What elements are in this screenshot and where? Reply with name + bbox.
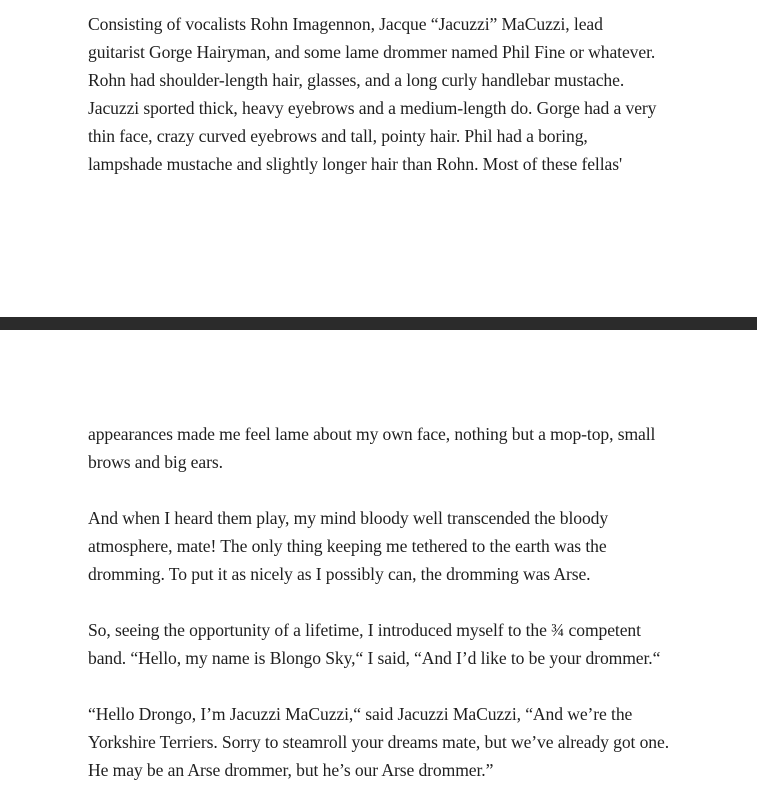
- page-top: [0, 0, 757, 317]
- text-line: Yorkshire Terriers. Sorry to steamroll your dreams mate, but we’ve already got one.: [88, 732, 670, 752]
- text-block-bottom: [88, 420, 688, 784]
- paragraph: [88, 420, 688, 476]
- text-block-top: [88, 10, 688, 178]
- text-line: lampshade mustache and slightly longer hair than Rohn. Most of these fellas': [88, 154, 623, 174]
- text-line: brows and big ears.: [88, 452, 223, 472]
- paragraph: [88, 616, 688, 672]
- text-line: He may be an Arse drommer, but he’s our Arse drommer.”: [88, 760, 494, 780]
- page-break-divider: [0, 317, 757, 330]
- text-line: thin face, crazy curved eyebrows and tall, pointy hair. Phil had a boring,: [88, 126, 588, 146]
- text-line: “Hello Drongo, I’m Jacuzzi MaCuzzi,“ said Jacuzzi MaCuzzi, “And we’re the: [88, 704, 633, 724]
- text-line: guitarist Gorge Hairyman, and some lame drommer named Phil Fine or whatever.: [88, 42, 656, 62]
- paragraph: [88, 504, 688, 588]
- text-line: So, seeing the opportunity of a lifetime, I introduced myself to the ¾ competent: [88, 620, 641, 640]
- text-line: Jacuzzi sported thick, heavy eyebrows and a medium-length do. Gorge had a very: [88, 98, 657, 118]
- text-line: Rohn had shoulder-length hair, glasses, and a long curly handlebar mustache.: [88, 70, 625, 90]
- text-line: band. “Hello, my name is Blongo Sky,“ I said, “And I’d like to be your drommer.“: [88, 648, 661, 668]
- text-line: atmosphere, mate! The only thing keeping me tethered to the earth was the: [88, 536, 607, 556]
- page-bottom: [0, 330, 757, 792]
- text-line: Consisting of vocalists Rohn Imagennon, Jacque “Jacuzzi” MaCuzzi, lead: [88, 14, 603, 34]
- text-line: appearances made me feel lame about my own face, nothing but a mop-top, small: [88, 424, 656, 444]
- text-line: And when I heard them play, my mind bloody well transcended the bloody: [88, 508, 609, 528]
- paragraph: [88, 700, 688, 784]
- text-line: dromming. To put it as nicely as I possibly can, the dromming was Arse.: [88, 564, 591, 584]
- paragraph: [88, 10, 688, 178]
